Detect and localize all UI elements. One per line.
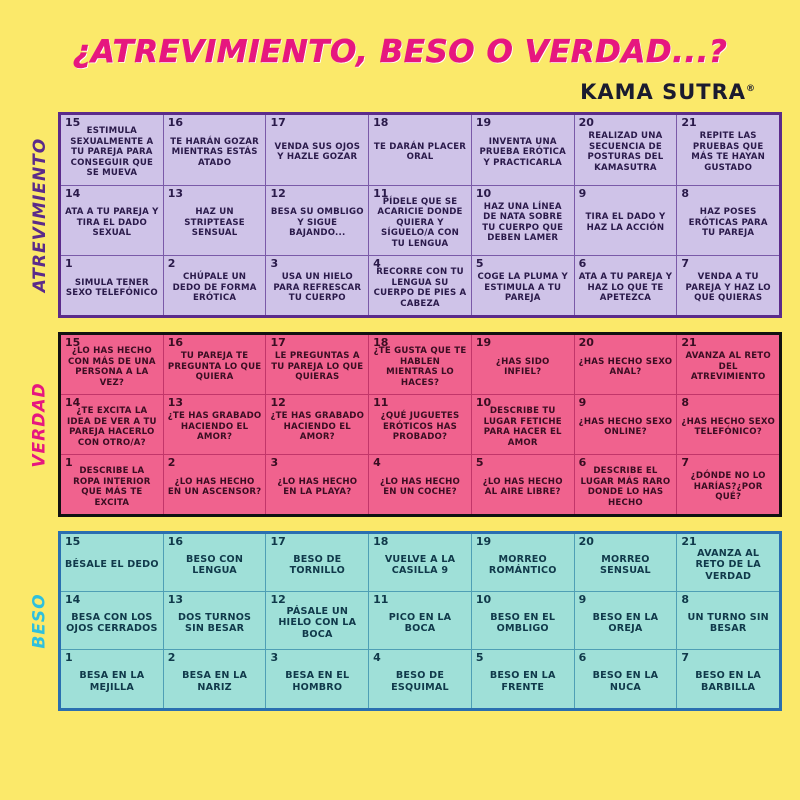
cell-text: BESO EN LA BARBILLA xyxy=(695,670,762,693)
table-row xyxy=(61,335,779,395)
cell[interactable] xyxy=(61,592,164,650)
cell-text: BESO EN LA NUCA xyxy=(592,670,659,693)
cell-text: VENDA SUS OJOS Y HAZLE GOZAR xyxy=(274,141,361,163)
cell-text: TE HARÁN GOZAR MIENTRAS ESTÁS ATADO xyxy=(170,136,259,168)
cell[interactable] xyxy=(677,534,779,592)
cell-number: 12 xyxy=(270,396,286,409)
cell-text: RECORRE CON TU LENGUA SU CUERPO DE PIES A CABEZA xyxy=(373,267,467,309)
table-row xyxy=(61,650,779,708)
cell[interactable] xyxy=(575,186,678,257)
registered-mark-icon: ® xyxy=(746,84,756,94)
cell[interactable] xyxy=(164,256,267,315)
cell-text: ¿TE EXCITA LA IDEA DE VER A TU PAREJA HACERLO CON OTRO/A? xyxy=(67,406,157,448)
cell[interactable] xyxy=(472,534,575,592)
table-row xyxy=(61,256,779,315)
brand-logo xyxy=(18,80,756,104)
cell-number: 16 xyxy=(167,116,184,129)
cell[interactable] xyxy=(266,256,369,315)
cell-number: 14 xyxy=(65,396,81,409)
cell-number: 11 xyxy=(373,396,389,409)
cell[interactable] xyxy=(61,256,164,315)
cell[interactable] xyxy=(575,534,678,592)
cell[interactable] xyxy=(61,395,164,455)
cell[interactable] xyxy=(61,335,164,395)
cell[interactable] xyxy=(266,455,369,514)
cell[interactable] xyxy=(677,256,779,315)
cell-number: 4 xyxy=(373,651,381,664)
cell[interactable] xyxy=(61,186,164,257)
cell[interactable] xyxy=(677,186,779,257)
cell-number: 21 xyxy=(681,535,697,548)
page-title: ¿ATREVIMIENTO, BESO O VERDAD...? xyxy=(72,34,728,70)
cell-number: 14 xyxy=(65,186,81,200)
cell-number: 16 xyxy=(167,336,184,349)
cell[interactable] xyxy=(266,395,369,455)
cell-text: HAZ UNA LÍNEA DE NATA SOBRE TU CUERPO QUE DEBEN LAMER xyxy=(482,201,564,244)
cell-text: ¿LO HAS HECHO EN UN ASCENSOR? xyxy=(167,476,262,497)
cell-text: ¿HAS HECHO SEXO ONLINE? xyxy=(578,416,673,437)
cell-text: ¿LO HAS HECHO EN UN COCHE? xyxy=(380,476,460,497)
cell[interactable] xyxy=(369,650,472,708)
cell-number: 2 xyxy=(167,456,176,469)
cell[interactable] xyxy=(61,650,164,708)
cell[interactable] xyxy=(575,115,678,186)
cell-number: 13 xyxy=(167,593,184,606)
cell-number: 14 xyxy=(65,593,81,606)
cell[interactable] xyxy=(369,256,472,315)
cell-number: 11 xyxy=(373,186,389,200)
cell-text: DOS TURNOS SIN BESAR xyxy=(177,611,252,634)
cell-number: 19 xyxy=(475,336,492,349)
cell-text: ¿DÓNDE NO LO HARÍAS?¿POR QUÉ? xyxy=(690,471,766,503)
cell-text: DESCRIBE TU LUGAR FETICHE PARA HACER EL AMOR xyxy=(483,406,562,448)
brand-name: KAMA SUTRA xyxy=(580,80,746,104)
cell-number: 1 xyxy=(65,456,73,469)
section-label-text: VERDAD xyxy=(30,381,50,468)
cell-number: 1 xyxy=(65,651,73,664)
cell[interactable] xyxy=(472,592,575,650)
cell[interactable] xyxy=(677,592,779,650)
cell[interactable] xyxy=(575,455,678,514)
cell-text: ¿LO HAS HECHO CON MÁS DE UNA PERSONA A LA VEZ? xyxy=(67,346,156,388)
cell-number: 17 xyxy=(270,336,286,349)
cell-text: SIMULA TENER SEXO TELEFÓNICO xyxy=(65,277,158,298)
cell-number: 9 xyxy=(578,593,587,606)
cell[interactable] xyxy=(266,115,369,186)
cell-text: VUELVE A LA CASILLA 9 xyxy=(384,553,456,576)
cell[interactable] xyxy=(164,395,267,455)
cell[interactable] xyxy=(164,186,267,257)
cell[interactable] xyxy=(266,592,369,650)
cell[interactable] xyxy=(472,455,575,514)
cell[interactable] xyxy=(677,335,779,395)
cell-number: 19 xyxy=(475,116,492,129)
cell-text: BESO DE ESQUIMAL xyxy=(391,670,449,693)
cell[interactable] xyxy=(369,534,472,592)
cell-number: 3 xyxy=(270,651,279,664)
cell-number: 13 xyxy=(167,186,184,200)
cell-number: 20 xyxy=(578,116,594,129)
cell-number: 13 xyxy=(167,396,184,409)
section-atrevimiento xyxy=(30,112,782,318)
cell-text: BESA EN EL HOMBRO xyxy=(285,670,350,693)
cell[interactable] xyxy=(575,335,678,395)
cell-number: 11 xyxy=(373,593,389,606)
cell-number: 10 xyxy=(475,396,492,409)
cell-text: BESA EN LA MEJILLA xyxy=(79,670,145,693)
cell[interactable] xyxy=(266,534,369,592)
cell-number: 17 xyxy=(270,535,286,548)
section-beso xyxy=(30,531,782,711)
cell-text: ¿LO HAS HECHO AL AIRE LIBRE? xyxy=(482,476,563,497)
cell-text: MORREO ROMÁNTICO xyxy=(488,553,557,576)
cell-text: HAZ POSES ERÓTICAS PARA TU PAREJA xyxy=(688,207,768,238)
cell[interactable] xyxy=(61,115,164,186)
cell-text: AVANZA AL RETO DEL ATREVIMIENTO xyxy=(685,351,771,383)
cell-text: PÍDELE QUE SE ACARICIE DONDE QUIERA Y SÍGUELO/A CON TU LENGUA xyxy=(377,196,463,249)
cell[interactable] xyxy=(369,395,472,455)
cell-text: ¿HAS HECHO SEXO TELEFÓNICO? xyxy=(681,416,775,437)
section-label-atrevimiento xyxy=(23,115,57,315)
cell-text: BESA EN LA NARIZ xyxy=(182,670,248,693)
cell-text: ¿TE HAS GRABADO HACIENDO EL AMOR? xyxy=(270,411,365,443)
cell-text: ATA A TU PAREJA Y HAZ LO QUE TE APETEZCA xyxy=(578,272,673,304)
cell[interactable] xyxy=(164,592,267,650)
cell-number: 19 xyxy=(475,535,492,548)
cell[interactable] xyxy=(472,186,575,257)
table-row xyxy=(61,395,779,455)
cell[interactable] xyxy=(369,115,472,186)
cell-number: 5 xyxy=(475,257,484,270)
cell-text: BESO DE TORNILLO xyxy=(289,553,345,576)
cell-text: VENDA A TU PAREJA Y HAZ LO QUE QUIERAS xyxy=(685,272,771,304)
cell-number: 17 xyxy=(270,116,286,129)
cell-number: 21 xyxy=(681,116,697,129)
cell-text: TIRA EL DADO Y HAZ LA ACCIÓN xyxy=(585,212,666,233)
cell-number: 20 xyxy=(578,535,594,548)
cell[interactable] xyxy=(575,256,678,315)
cell[interactable] xyxy=(61,455,164,514)
section-label-text: ATREVIMIENTO xyxy=(30,137,51,293)
cell[interactable] xyxy=(266,650,369,708)
cell[interactable] xyxy=(164,650,267,708)
section-verdad xyxy=(30,332,782,517)
cell[interactable] xyxy=(472,395,575,455)
cell-number: 9 xyxy=(578,186,587,200)
cell-number: 10 xyxy=(475,593,492,606)
cell-number: 15 xyxy=(65,336,81,349)
cell[interactable] xyxy=(677,115,779,186)
cell-number: 2 xyxy=(167,651,176,664)
cell-text: MORREO SENSUAL xyxy=(600,553,651,576)
cell-text: ¿TE HAS GRABADO HACIENDO EL AMOR? xyxy=(167,411,262,443)
cell-number: 7 xyxy=(681,651,689,664)
cell-number: 15 xyxy=(65,116,81,129)
cell-text: BESO CON LENGUA xyxy=(186,553,244,576)
cell-number: 20 xyxy=(578,336,594,349)
cell-text: LE PREGUNTAS A TU PAREJA LO QUE QUIERAS xyxy=(271,351,364,383)
cell-text: REALIZAD UNA SECUENCIA DE POSTURAS DEL KAMASUTRA xyxy=(587,131,664,173)
cell-text: BESO EN LA FRENTE xyxy=(489,670,556,693)
cell-text: HAZ UN STRIPTEASE SENSUAL xyxy=(184,207,245,238)
table-row xyxy=(61,115,779,186)
cell-text: USA UN HIELO PARA REFRESCAR TU CUERPO xyxy=(273,272,362,304)
cell-text: UN TURNO SIN BESAR xyxy=(687,611,769,634)
cell-number: 7 xyxy=(681,456,689,469)
cell[interactable] xyxy=(369,455,472,514)
cell[interactable] xyxy=(369,335,472,395)
cell-number: 15 xyxy=(65,535,81,548)
cell-number: 8 xyxy=(681,186,689,200)
cell-text: ¿LO HAS HECHO EN LA PLAYA? xyxy=(277,476,358,497)
cell-text: BESO EN LA OREJA xyxy=(592,611,659,634)
cell[interactable] xyxy=(164,115,267,186)
cell-number: 3 xyxy=(270,257,279,270)
cell-text: INVENTA UNA PRUEBA ERÓTICA Y PRACTICARLA xyxy=(479,136,567,168)
cell-number: 9 xyxy=(578,396,587,409)
cell[interactable] xyxy=(369,186,472,257)
cell[interactable] xyxy=(472,115,575,186)
cell-number: 2 xyxy=(167,257,176,270)
table-row xyxy=(61,592,779,650)
cell-text: ESTIMULA SEXUALMENTE A TU PAREJA PARA CONSEGUIR QUE SE MUEVA xyxy=(70,126,154,178)
cell[interactable] xyxy=(575,592,678,650)
cell-text: REPITE LAS PRUEBAS QUE MÁS TE HAYAN GUSTADO xyxy=(691,131,766,173)
cell-number: 6 xyxy=(578,651,587,664)
cell[interactable] xyxy=(575,650,678,708)
cell-text: BESA CON LOS OJOS CERRADOS xyxy=(66,611,158,634)
cell[interactable] xyxy=(164,335,267,395)
cell-number: 18 xyxy=(373,336,389,349)
cell-number: 4 xyxy=(373,257,381,270)
cell[interactable] xyxy=(677,650,779,708)
cell-number: 3 xyxy=(270,456,279,469)
section-label-text: BESO xyxy=(30,593,51,649)
cell-number: 8 xyxy=(681,593,689,606)
cell-number: 10 xyxy=(475,186,492,200)
cell-number: 4 xyxy=(373,456,381,469)
cell-text: PÁSALE UN HIELO CON LA BOCA xyxy=(278,605,357,640)
cell-text: COGE LA PLUMA Y ESTIMULA A TU PAREJA xyxy=(477,272,568,304)
cell-text: ¿HAS SIDO INFIEL? xyxy=(495,356,550,377)
cell-text: CHÚPALE UN DEDO DE FORMA ERÓTICA xyxy=(172,272,257,304)
table-row xyxy=(61,186,779,257)
cell-number: 1 xyxy=(65,257,73,270)
cell[interactable] xyxy=(677,395,779,455)
cell[interactable] xyxy=(472,650,575,708)
cell[interactable] xyxy=(369,592,472,650)
cell-text: DESCRIBE EL LUGAR MÁS RARO DONDE LO HAS HECHO xyxy=(580,466,671,508)
cell-text: BÉSALE EL DEDO xyxy=(65,559,159,571)
cell-number: 12 xyxy=(270,593,286,606)
section-label-beso xyxy=(23,534,57,708)
section-label-verdad xyxy=(23,335,57,514)
cell[interactable] xyxy=(61,534,164,592)
cell-number: 5 xyxy=(475,456,484,469)
cell-number: 16 xyxy=(167,535,184,548)
cell-text: TU PAREJA TE PREGUNTA LO QUE QUIERA xyxy=(167,351,262,383)
table-row xyxy=(61,534,779,592)
cell[interactable] xyxy=(164,534,267,592)
cell[interactable] xyxy=(472,256,575,315)
cell-number: 21 xyxy=(681,336,697,349)
cell[interactable] xyxy=(164,455,267,514)
cell-number: 7 xyxy=(681,257,689,270)
cell-number: 6 xyxy=(578,257,587,270)
cell[interactable] xyxy=(266,186,369,257)
cell-number: 12 xyxy=(270,186,286,200)
cell-number: 6 xyxy=(578,456,587,469)
cell-number: 8 xyxy=(681,396,689,409)
cell-text: DESCRIBE LA ROPA INTERIOR QUE MÁS TE EXCITA xyxy=(73,466,151,508)
cell-number: 18 xyxy=(373,535,389,548)
cell-text: AVANZA AL RETO DE LA VERDAD xyxy=(695,547,761,582)
cell-text: TE DARÁN PLACER ORAL xyxy=(373,141,467,163)
cell[interactable] xyxy=(575,395,678,455)
table-row xyxy=(61,455,779,514)
cell[interactable] xyxy=(677,455,779,514)
cell[interactable] xyxy=(472,335,575,395)
cell-number: 5 xyxy=(475,651,484,664)
cell-text: ¿TE GUSTA QUE TE HABLEN MIENTRAS LO HACES? xyxy=(373,346,467,388)
cell-text: PICO EN LA BOCA xyxy=(388,611,452,634)
cell-text: ATA A TU PAREJA Y TIRA EL DADO SEXUAL xyxy=(65,207,159,238)
cell-text: BESA SU OMBLIGO Y SIGUE BAJANDO... xyxy=(270,207,364,238)
cell-text: ¿HAS HECHO SEXO ANAL? xyxy=(578,356,673,377)
cell-number: 18 xyxy=(373,116,389,129)
cell-text: ¿QUÉ JUGUETES ERÓTICOS HAS PROBADO? xyxy=(380,411,460,443)
cell-text: BESO EN EL OMBLIGO xyxy=(490,611,556,634)
cell[interactable] xyxy=(266,335,369,395)
